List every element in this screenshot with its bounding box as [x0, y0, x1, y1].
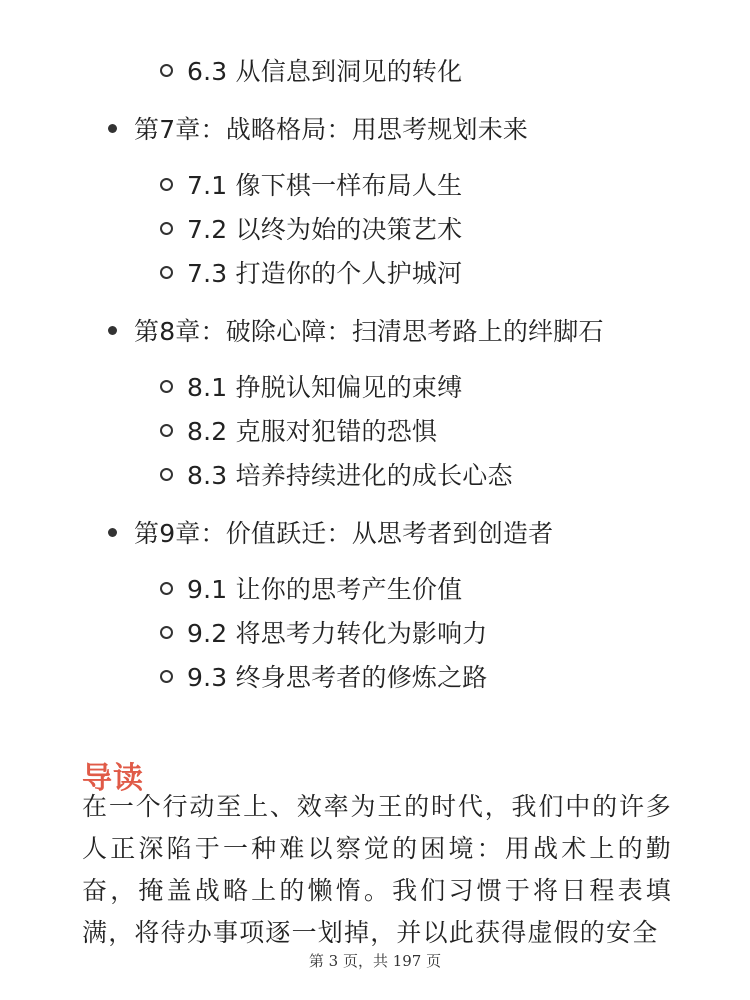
- toc-chapter-item: [108, 310, 604, 350]
- toc-sub-item: [160, 612, 488, 652]
- solid-bullet-icon: [108, 326, 117, 335]
- toc-sub-item: [160, 366, 462, 406]
- toc-item-label: 9.3 终身思考者的修炼之路: [187, 663, 488, 692]
- solid-bullet-icon: [108, 124, 117, 133]
- hollow-bullet-icon: [160, 626, 173, 639]
- section-heading: 导读: [82, 760, 144, 796]
- hollow-bullet-icon: [160, 178, 173, 191]
- toc-item-label: 6.3 从信息到洞见的转化: [187, 57, 463, 86]
- toc-sub-item: [160, 410, 437, 450]
- toc-sub-item: [160, 252, 462, 292]
- toc-item-label: 第8章：破除心障：扫清思考路上的绊脚石: [134, 317, 604, 346]
- toc-sub-item: [160, 656, 488, 696]
- toc-item-label: 9.1 让你的思考产生价值: [187, 575, 463, 604]
- hollow-bullet-icon: [160, 64, 173, 77]
- toc-sub-item: [160, 164, 462, 204]
- toc-item-label: 8.1 挣脱认知偏见的束缚: [187, 373, 463, 402]
- toc-item-label: 第9章：价值跃迁：从思考者到创造者: [134, 519, 554, 548]
- solid-bullet-icon: [108, 528, 117, 537]
- toc-sub-item: [160, 50, 462, 90]
- toc-sub-item: [160, 208, 462, 248]
- toc-sub-item: [160, 454, 513, 494]
- toc-item-label: 9.2 将思考力转化为影响力: [187, 619, 488, 648]
- hollow-bullet-icon: [160, 582, 173, 595]
- page-footer: 第 3 页，共 197 页: [308, 952, 442, 970]
- hollow-bullet-icon: [160, 424, 173, 437]
- hollow-bullet-icon: [160, 222, 173, 235]
- toc-item-label: 7.2 以终为始的决策艺术: [187, 215, 463, 244]
- hollow-bullet-icon: [160, 670, 173, 683]
- hollow-bullet-icon: [160, 380, 173, 393]
- toc-chapter-item: [108, 512, 553, 552]
- toc-item-label: 7.3 打造你的个人护城河: [187, 259, 463, 288]
- toc-item-label: 第7章：战略格局：用思考规划未来: [134, 115, 529, 144]
- toc-chapter-item: [108, 108, 528, 148]
- toc-item-label: 8.3 培养持续进化的成长心态: [187, 461, 513, 490]
- hollow-bullet-icon: [160, 266, 173, 279]
- toc-sub-item: [160, 568, 462, 608]
- toc-item-label: 7.1 像下棋一样布局人生: [187, 171, 463, 200]
- hollow-bullet-icon: [160, 468, 173, 481]
- intro-paragraph: 在一个行动至上、效率为王的时代，我们中的许多人正深陷于一种难以察觉的困境：用战术上的勤奋，掩盖战略上的懒惰。我们习惯于将日程表填满，将待办事项逐一划掉，并以此获得虚假的安全: [82, 792, 672, 947]
- toc-item-label: 8.2 克服对犯错的恐惧: [187, 417, 438, 446]
